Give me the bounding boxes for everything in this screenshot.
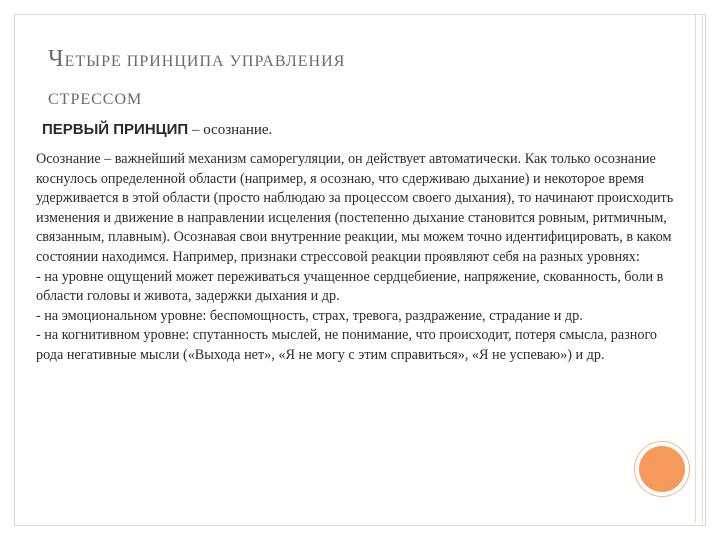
decorative-rule-end xyxy=(695,511,703,523)
body-text xyxy=(36,150,676,366)
paragraph-emotional: - на эмоциональном уровне: беспомощность, страх, тревога, раздражение, страдание и др. xyxy=(36,307,583,324)
decorative-side-rule xyxy=(695,15,703,511)
title-line-1: ЕТЫРЕ ПРИНЦИПА УПРАВЛЕНИЯ xyxy=(64,53,346,70)
paragraph-intro: Осознание – важнейший механизм саморегуляции, он действует автоматически. Как только осознание коснулось определенной области (например, я осознаю, что сдерживаю дыхание) и некоторое время удерживается в этой области (просто наблюдаю за процессом своего дыхания), то начинают происходить изменения и движение в направлении исцеления (постепенно дыхание становится ровным, ритмичным, связанным, плавным). Осознавая свои внутренние реакции, мы можем точно идентифицировать, в каком состоянии находимся. Например, признаки стрессовой реакции проявляют себя на разных уровнях: xyxy=(36,151,674,265)
principle-label: ПЕРВЫЙ ПРИНЦИП xyxy=(42,121,189,138)
slide-title xyxy=(48,40,608,119)
paragraph-sensations: - на уровне ощущений может переживаться учащенное сердцебиение, напряжение, скованность, боли в области головы и живота, задержки дыхания и др. xyxy=(36,268,664,305)
title-line-2: СТРЕССОМ xyxy=(48,91,143,108)
paragraph-cognitive: - на когнитивном уровне: спутанность мыслей, не понимание, что происходит, потеря смысла, разного рода негативные мысли («Выхода нет», «Я не могу с этим справиться», «Я не успеваю») и др. xyxy=(36,327,658,363)
title-first-letter: Ч xyxy=(48,46,65,72)
decorative-orange-circle xyxy=(639,446,685,492)
principle-name: – осознание. xyxy=(188,122,273,138)
principle-heading xyxy=(42,121,272,139)
